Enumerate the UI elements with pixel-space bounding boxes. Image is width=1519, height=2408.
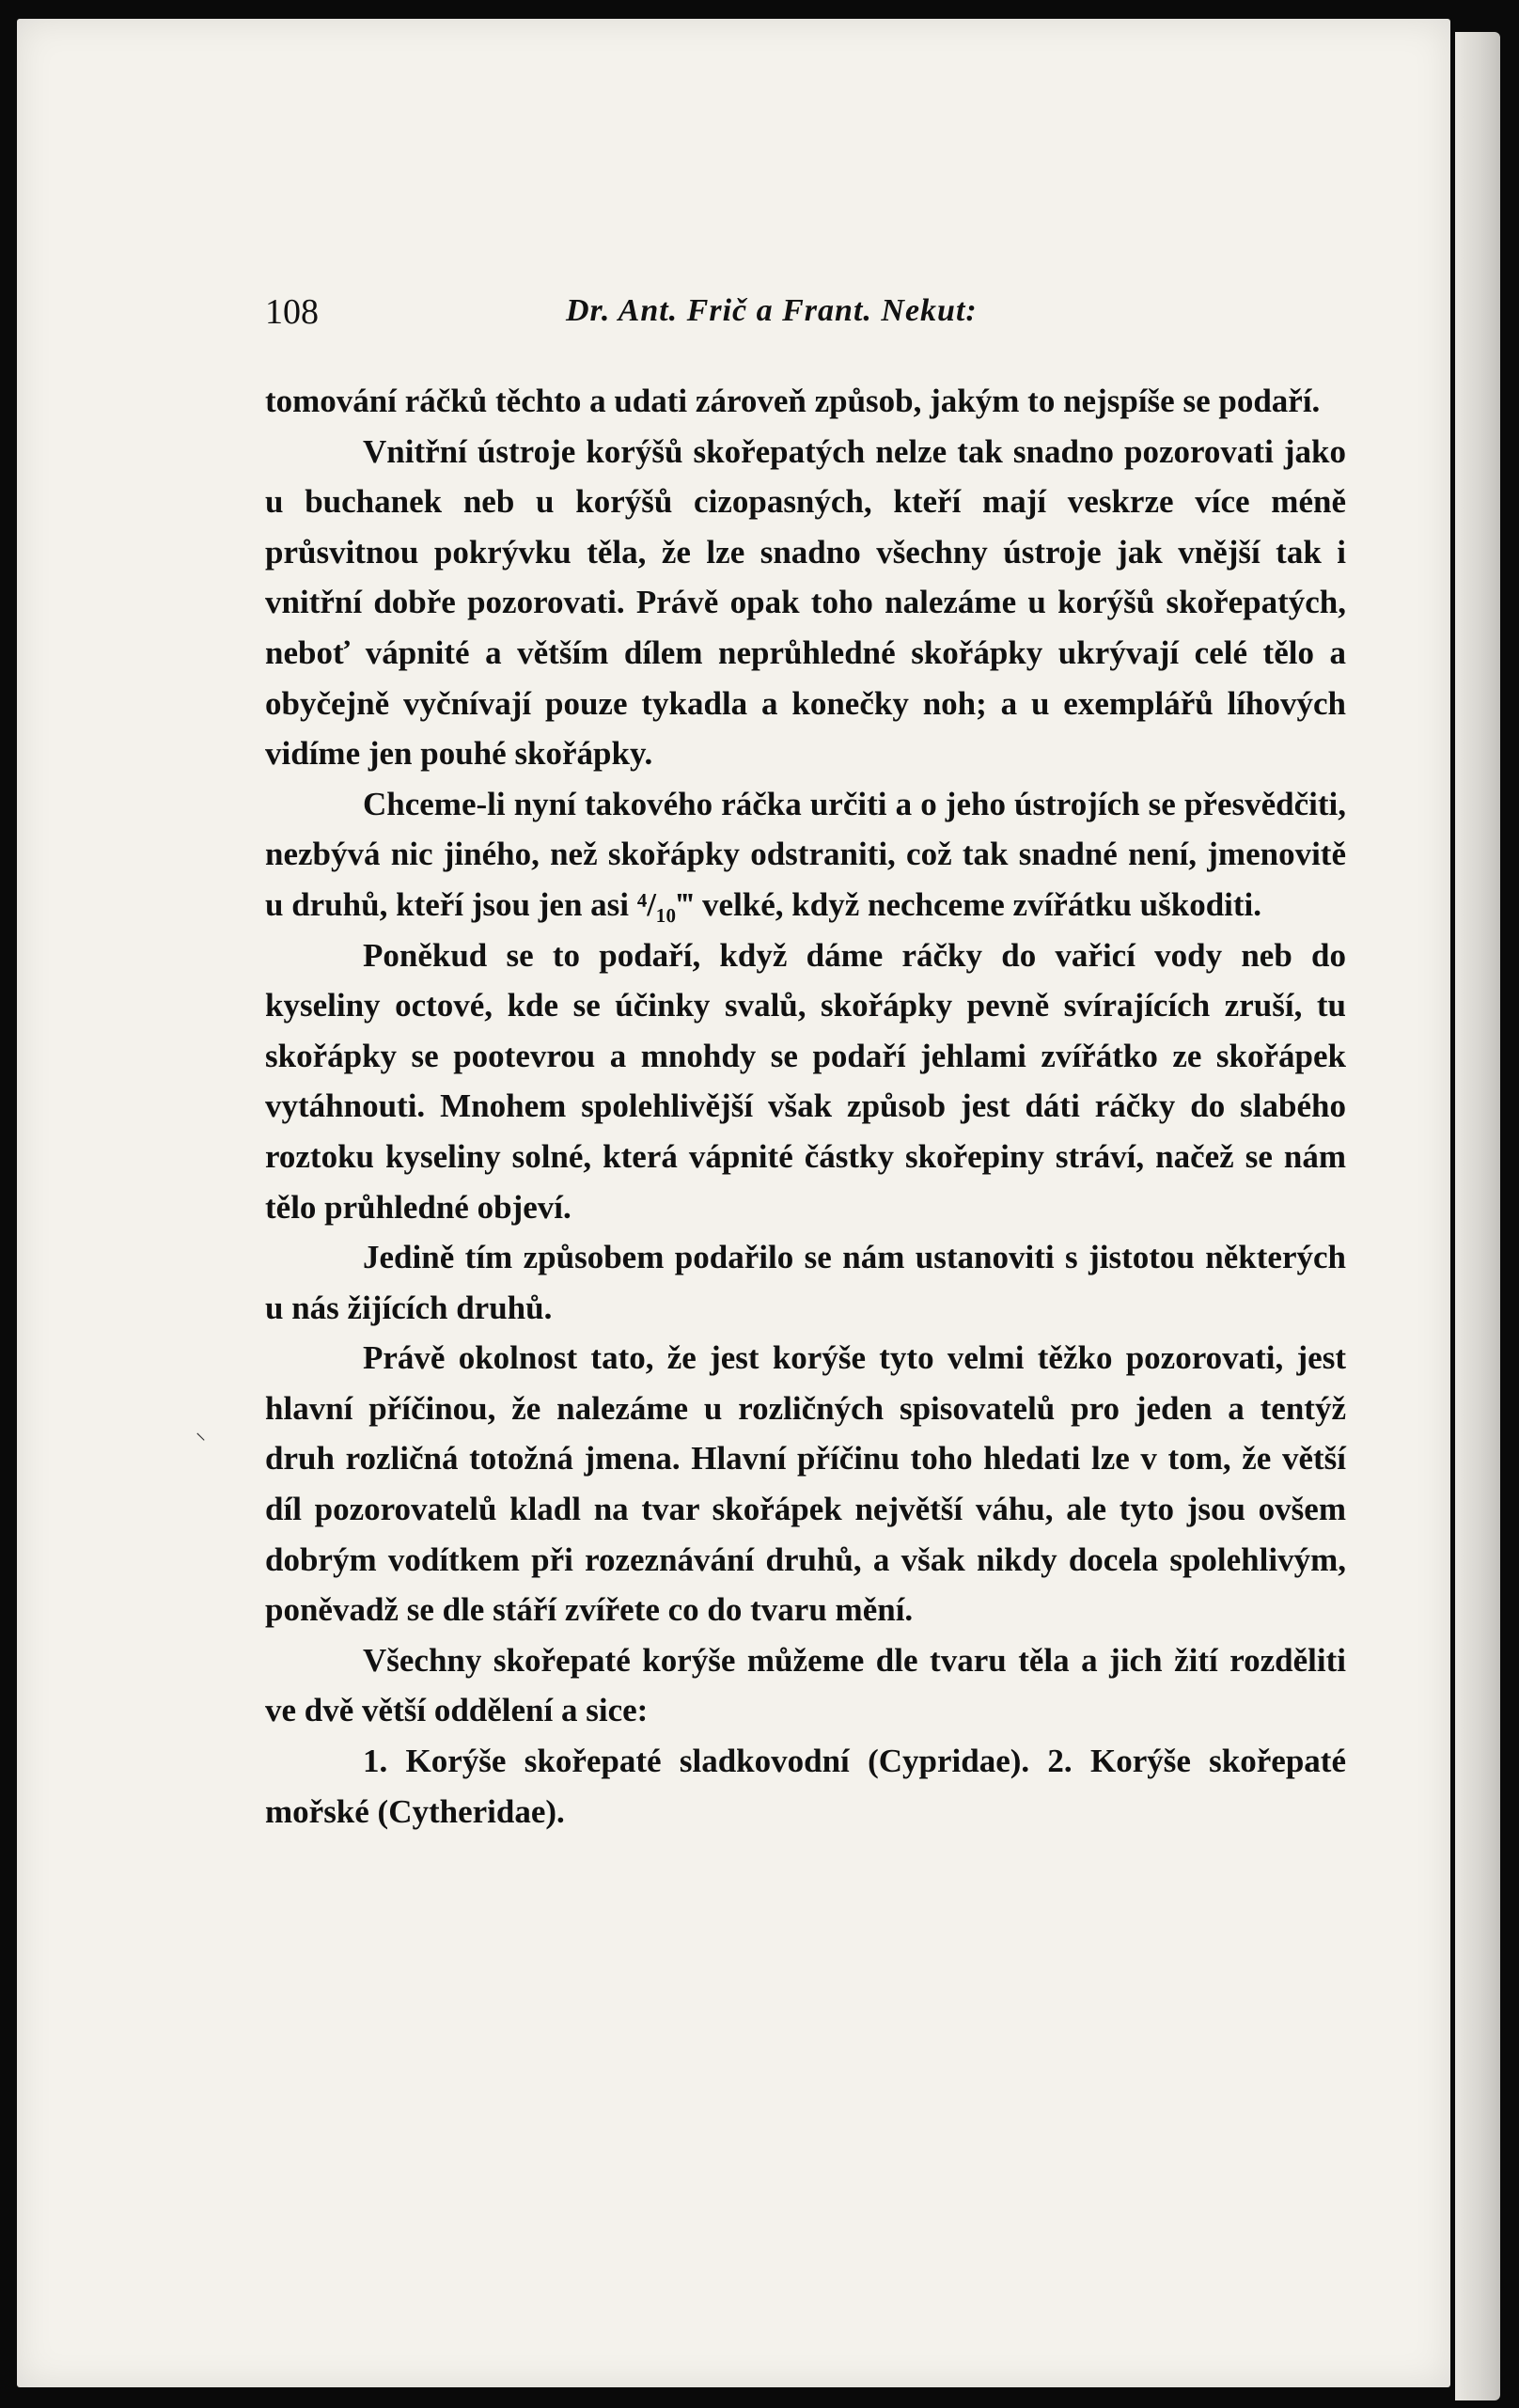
paragraph-5: Jedině tím způsobem podařilo se nám ustanoviti s jistotou některých u nás žijících druhů. <box>265 1239 1346 1326</box>
paragraph-7: Všechny skořepaté korýše můžeme dle tvaru těla a jich žití rozděliti ve dvě větší oddělení a sice: <box>265 1641 1346 1729</box>
page-header <box>265 291 1346 332</box>
stray-ink-mark-icon: ⸜ <box>196 1421 207 1445</box>
body-text <box>265 376 1346 1837</box>
paragraph-1: tomování ráčků těchto a udati zároveň způsob, jakým to nejspíše se podaří. <box>265 383 1321 419</box>
paragraph-3: Chceme-li nyní takového ráčka určiti a o jeho ústrojích se přesvědčiti, nezbývá nic jiného, než skořápky odstraniti, což tak snadné není, jmenovitě u druhů, kteří jsou jen asi ⁴/₁₀‴ velké, když nechceme zvířátku uškoditi. <box>265 785 1346 923</box>
running-head: Dr. Ant. Frič a Frant. Nekut: <box>566 293 978 328</box>
page-number: 108 <box>265 292 319 332</box>
paragraph-2: Vnitřní ústroje korýšů skořepatých nelze tak snadno pozorovati jako u buchanek neb u korýšů cizopasných, kteří mají veskrze více méně průsvitnou pokrývku těla, že lze snadno všechny ústroje jak vnější tak i vnitřní dobře pozorovati. Právě opak toho nalezáme u korýšů skořepatých, neboť vápnité a větším dílem neprůhledné skořápky ukrývají celé tělo a obyčejně vyčnívají pouze tykadla a konečky noh; a u exemplářů líhových vidíme jen pouhé skořápky. <box>265 432 1346 773</box>
page-edge <box>1455 32 1500 2400</box>
paragraph-8: 1. Korýše skořepaté sladkovodní (Cypridae). 2. Korýše skořepaté mořské (Cytheridae). <box>265 1743 1346 1830</box>
paragraph-6: Právě okolnost tato, že jest korýše tyto velmi těžko pozorovati, jest hlavní příčinou, že nalezáme u rozličných spisovatelů pro jeden a tentýž druh rozličná totožná jmena. Hlavní příčinu toho hledati lze v tom, že větší díl pozorovatelů kladl na tvar skořápek největší váhu, ale tyto jsou ovšem dobrým vodítkem při rozeznávání druhů, a však nikdy docela spolehlivým, poněvadž se dle stáří zvířete co do tvaru mění. <box>265 1339 1346 1629</box>
paragraph-4: Poněkud se to podaří, když dáme ráčky do vařicí vody neb do kyseliny octové, kde se účinky svalů, skořápky pevně svírajících zruší, tu skořápky se pootevrou a mnohdy se podaří jehlami zvířátko ze skořápek vytáhnouti. Mnohem spolehlivější však způsob jest dáti ráčky do slabého roztoku kyseliny solné, která vápnité částky skořepiny stráví, načež se nám tělo průhledné objeví. <box>265 936 1346 1226</box>
